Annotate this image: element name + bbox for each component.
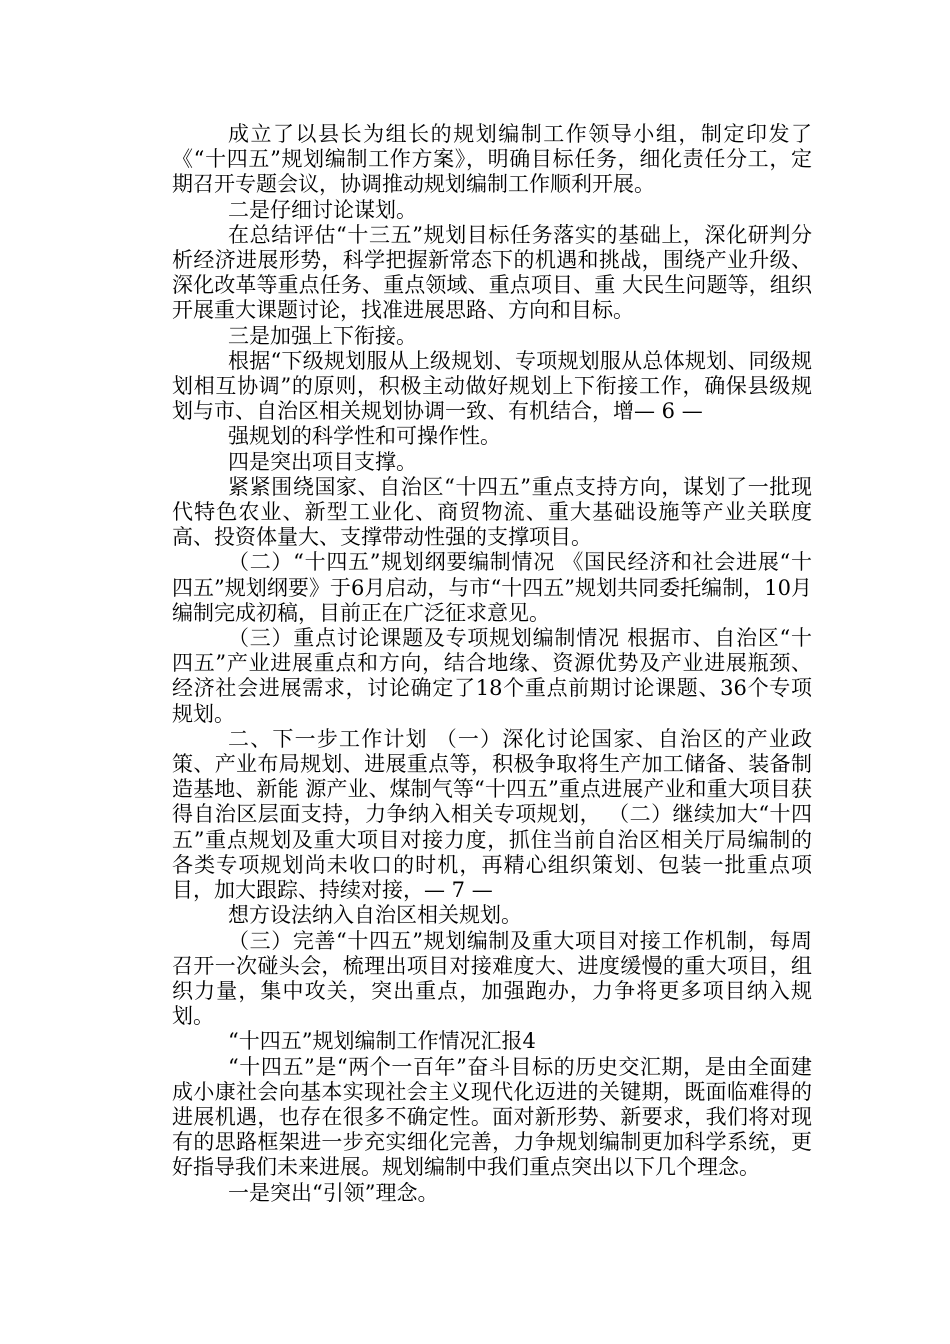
paragraph-heading-discussion: 二是仔细讨论谋划。 <box>228 197 417 222</box>
paragraph-leading-group: 成立了以县长为组长的规划编制工作领导小组，制定印发了《“十四五”规划编制工作方案》，明确目标任务，细化责任分工，定期召开专题会议，协调推动规划编制工作顺利开展。 <box>172 122 812 197</box>
document-body <box>172 122 812 1206</box>
paragraph-coordination-continued: 强规划的科学性和可操作性。 <box>228 424 501 449</box>
paragraph-heading-coordination: 三是加强上下衔接。 <box>228 323 417 348</box>
paragraph-projects: 紧紧围绕国家、自治区“十四五”重点支持方向，谋划了一批现代特色农业、新型工业化、商贸物流、重大基础设施等产业关联度高、投资体量大、支撑带动性强的支撑项目。 <box>172 474 812 550</box>
paragraph-report-title: “十四五”规划编制工作情况汇报4 <box>228 1029 536 1054</box>
paragraph-report-intro: “十四五”是“两个一百年”奋斗目标的历史交汇期，是由全面建成小康社会向基本实现社会主义现代化迈进的关键期，既面临难得的进展机遇，也存在很多不确定性。面对新形势、新要求，我们将对现有的思路框架进一步充实细化完善，力争规划编制更加科学系统，更好指导我们未来进展。规划编制中我们重点突出以下几个理念。 <box>172 1054 812 1180</box>
paragraph-mechanism: （三）完善“十四五”规划编制及重大项目对接工作机制，每周召开一次碰头会，梳理出项目对接难度大、进度缓慢的重大项目，组织力量，集中攻关，突出重点，加强跑办，力争将更多项目纳入规划。 <box>172 928 812 1029</box>
paragraph-next-steps-continued: 想方设法纳入自治区相关规划。 <box>228 903 522 928</box>
paragraph-next-steps: 二、下一步工作计划 （一）深化讨论国家、自治区的产业政策、产业布局规划、进展重点等，积极争取将生产加工储备、装备制造基地、新能 源产业、煤制气等“十四五”重点进展产业和重大项目获得自治区层面支持，力争纳入相关专项规划， （二）继续加大“十四五”重点规划及重大项目对接力度，抓住当前自治区相关厅局编制的各类专项规划尚未收口的时机，再精心组织策划、包装一批重点项目，加大跟踪、持续对接，— 7 — <box>172 726 812 903</box>
paragraph-coordination: 根据“下级规划服从上级规划、专项规划服从总体规划、同级规划相互协调”的原则，积极主动做好规划上下衔接工作，确保县级规划与市、自治区相关规划协调一致、有机结合，增— 6 — <box>172 348 812 424</box>
paragraph-research-topics: （三）重点讨论课题及专项规划编制情况 根据市、自治区“十四五”产业进展重点和方向，结合地缘、资源优势及产业进展瓶颈、经济社会进展需求，讨论确定了18个重点前期讨论课题、36个专项规划。 <box>172 626 812 726</box>
paragraph-outline-status: （二）“十四五”规划纲要编制情况 《国民经济和社会进展“十四五”规划纲要》于6月启动，与市“十四五”规划共同委托编制，10月编制完成初稿，目前正在广泛征求意见。 <box>172 550 812 625</box>
paragraph-evaluation: 在总结评估“十三五”规划目标任务落实的基础上，深化研判分析经济进展形势，科学把握新常态下的机遇和挑战，围绕产业升级、深化改革等重点任务、重点领域、重点项目、重 大民生问题等，组织开展重大课题讨论，找准进展思路、方向和目标。 <box>172 222 812 323</box>
paragraph-heading-guidance: 一是突出“引领”理念。 <box>228 1180 439 1205</box>
paragraph-heading-projects: 四是突出项目支撑。 <box>228 449 417 474</box>
